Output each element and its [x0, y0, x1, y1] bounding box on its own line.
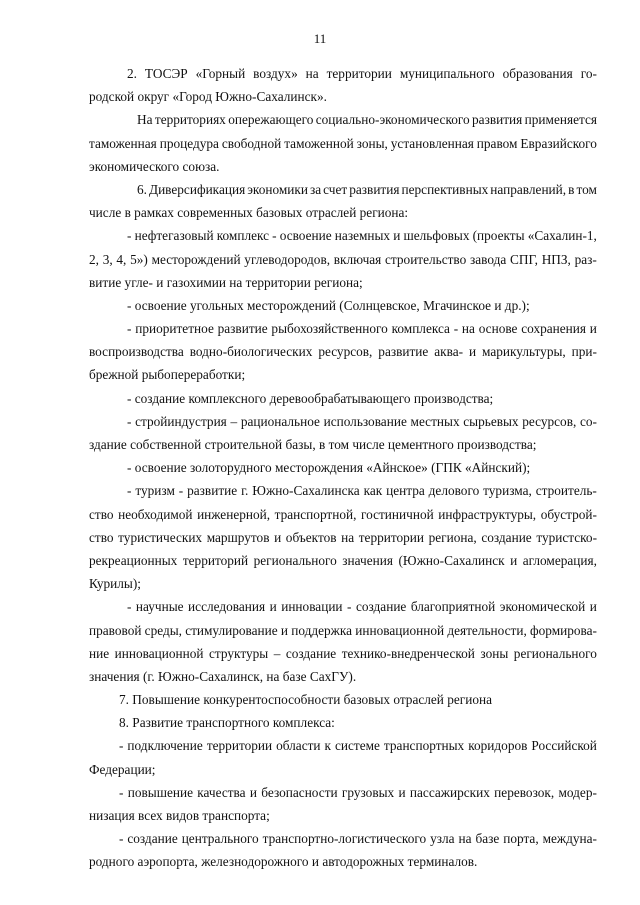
text-line: - повышение качества и безопасности грузовых и пассажирских перевозок, модер-	[119, 784, 597, 800]
paragraph	[89, 688, 597, 711]
text-line: - нефтегазовый комплекс - освоение наземных и шельфовых (проекты «Сахалин-1,	[127, 228, 597, 244]
text-line: 7. Повышение конкурентоспособности базовых отраслей региона	[119, 692, 493, 708]
text-line: правовой среды, стимулирование и поддержка инновационной деятельности, формирова-	[89, 622, 597, 638]
text-line: брежной рыбопереработки;	[89, 367, 246, 383]
text-line: экономического союза.	[89, 158, 220, 174]
text-line: родской округ «Город Южно-Сахалинск».	[89, 89, 327, 105]
text-line: воспроизводства водно-биологических ресурсов, развитие аква- и марикультуры, при-	[89, 344, 597, 360]
text-line: - подключение территории области к системе транспортных коридоров Российской	[119, 738, 597, 754]
text-line: - освоение золоторудного месторождения «Айнское» (ГПК «Айнский);	[127, 460, 531, 476]
text-line: ство туристических маршрутов и объектов на территории региона, создание туристско-	[89, 529, 597, 545]
text-line: здание собственной строительной базы, в том числе цементного производства;	[89, 437, 537, 452]
text-line: - создание комплексного деревообрабатывающего производства;	[127, 390, 494, 406]
paragraph	[89, 410, 597, 456]
text-line: На территориях опережающего социально-экономического развития применяется	[137, 112, 597, 128]
paragraph	[89, 827, 597, 873]
text-line: родного аэропорта, железнодорожного и автодорожных терминалов.	[89, 854, 478, 870]
text-line: - создание центрального транспортно-логистического узла на базе порта, междуна-	[119, 831, 597, 847]
text-line: числе в рамках современных базовых отраслей региона:	[89, 205, 409, 221]
paragraph	[89, 62, 597, 108]
paragraph	[89, 178, 597, 224]
paragraph	[89, 108, 597, 178]
paragraph	[89, 294, 597, 317]
paragraph	[89, 317, 597, 387]
document-body	[89, 62, 597, 874]
page-number: 11	[313, 31, 327, 46]
text-line: рекреационных территорий регионального значения (Южно-Сахалинск и агломерация,	[89, 552, 597, 568]
paragraph	[89, 224, 597, 294]
paragraph	[89, 734, 597, 780]
text-line: - стройиндустрия – рациональное использование местных сырьевых ресурсов, со-	[127, 413, 597, 429]
text-line: ние инновационной структуры – создание технико-внедренческой зоны регионального	[89, 645, 597, 661]
text-line: значения (г. Южно-Сахалинск, на базе СахГУ).	[89, 668, 357, 684]
text-line: - освоение угольных месторождений (Солнцевское, Мгачинское и др.);	[127, 297, 530, 313]
text-line: ство необходимой инженерной, транспортной, гостиничной инфраструктуры, обустрой-	[89, 506, 597, 522]
text-line: - туризм - развитие г. Южно-Сахалинска как центра делового туризма, строитель-	[127, 483, 597, 499]
paragraph	[89, 595, 597, 688]
paragraph	[89, 711, 597, 734]
paragraph	[89, 456, 597, 479]
paragraph	[89, 479, 597, 595]
text-line: таможенная процедура свободной таможенной зоны, установленная правом Евразийского	[89, 135, 597, 151]
paragraph	[89, 387, 597, 410]
text-line: 2. ТОСЭР «Горный воздух» на территории муниципального образования го-	[127, 66, 597, 81]
text-line: низация всех видов транспорта;	[89, 808, 270, 823]
paragraph	[89, 781, 597, 827]
text-line: 2, 3, 4, 5») месторождений углеводородов, включая строительство завода СПГ, НПЗ, раз-	[89, 251, 597, 267]
text-line: Курилы);	[89, 576, 141, 592]
text-line: - приоритетное развитие рыбохозяйственного комплекса - на основе сохранения и	[127, 321, 597, 337]
text-line: 8. Развитие транспортного комплекса:	[119, 715, 335, 731]
text-line: витие угле- и газохимии на территории региона;	[89, 274, 363, 290]
text-line: - научные исследования и инновации - создание благоприятной экономической и	[127, 599, 597, 615]
text-line: Федерации;	[89, 761, 156, 777]
text-line: 6. Диверсификация экономики за счет развития перспективных направлений, в том	[137, 181, 597, 197]
